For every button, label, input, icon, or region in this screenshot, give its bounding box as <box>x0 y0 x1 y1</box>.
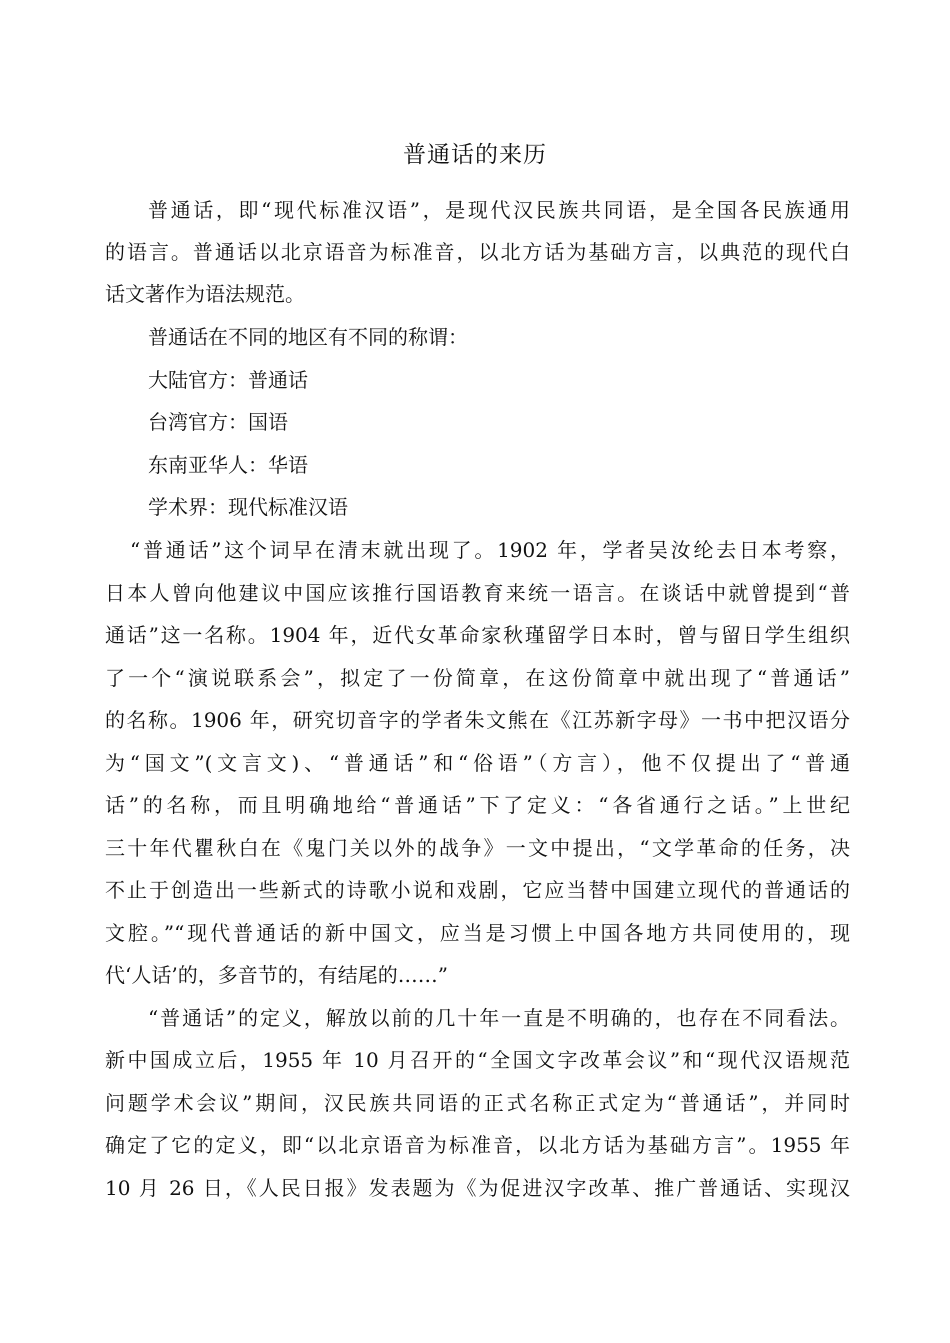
paragraph-line: 三十年代瞿秋白在《鬼门关以外的战争》一文中提出，“文学革命的任务，决 <box>105 836 850 860</box>
paragraph-line: 为“国文”(文言文)、“普通话”和“俗语”（方言），他不仅提出了“普通 <box>105 751 850 775</box>
list-item: 学术界：现代标准汉语 <box>148 495 348 519</box>
paragraph-line: “普通话”的定义，解放以前的几十年一直是不明确的，也存在不同看法。 <box>148 1006 850 1030</box>
document-title: 普通话的来历 <box>403 142 547 168</box>
paragraph-line: 日本人曾向他建议中国应该推行国语教育来统一语言。在谈话中就曾提到“普 <box>105 581 850 605</box>
paragraph-line: 问题学术会议”期间，汉民族共同语的正式名称正式定为“普通话”，并同时 <box>105 1091 850 1115</box>
list-item: 台湾官方：国语 <box>148 410 288 434</box>
paragraph-line: 普通话在不同的地区有不同的称谓： <box>148 325 468 349</box>
paragraph-line: 话文著作为语法规范。 <box>105 282 305 306</box>
list-item: 大陆官方：普通话 <box>148 368 308 392</box>
paragraph-line: 不止于创造出一些新式的诗歌小说和戏剧，它应当替中国建立现代的普通话的 <box>105 878 850 902</box>
paragraph-line: 文腔。”“现代普通话的新中国文，应当是习惯上中国各地方共同使用的，现 <box>105 921 850 945</box>
paragraph-line: 10 月 26 日，《人民日报》发表题为《为促进汉字改革、推广普通话、实现汉 <box>105 1176 850 1200</box>
paragraph-line: 了一个“演说联系会”，拟定了一份简章，在这份简章中就出现了“普通话” <box>105 666 850 690</box>
paragraph-line: 普通话，即“现代标准汉语”，是现代汉民族共同语，是全国各民族通用 <box>148 198 850 222</box>
paragraph-line: “普通话”这个词早在清末就出现了。1902 年，学者吴汝纶去日本考察， <box>130 538 850 562</box>
paragraph-line: 新中国成立后，1955 年 10 月召开的“全国文字改革会议”和“现代汉语规范 <box>105 1048 850 1072</box>
paragraph-line: 通话”这一名称。1904 年，近代女革命家秋瑾留学日本时，曾与留日学生组织 <box>105 623 850 647</box>
paragraph-line: 的语言。普通话以北京语音为标准音，以北方话为基础方言，以典范的现代白 <box>105 240 850 264</box>
list-item: 东南亚华人：华语 <box>148 453 308 477</box>
paragraph-line: 确定了它的定义，即“以北京语音为标准音，以北方话为基础方言”。1955 年 <box>105 1133 850 1157</box>
paragraph-line: 的名称。1906 年，研究切音字的学者朱文熊在《江苏新字母》一书中把汉语分 <box>105 708 850 732</box>
paragraph-line: 话”的名称，而且明确地给“普通话”下了定义：“各省通行之话。”上世纪 <box>105 793 850 817</box>
paragraph-line: 代‘人话’的，多音节的，有结尾的……” <box>105 963 448 987</box>
